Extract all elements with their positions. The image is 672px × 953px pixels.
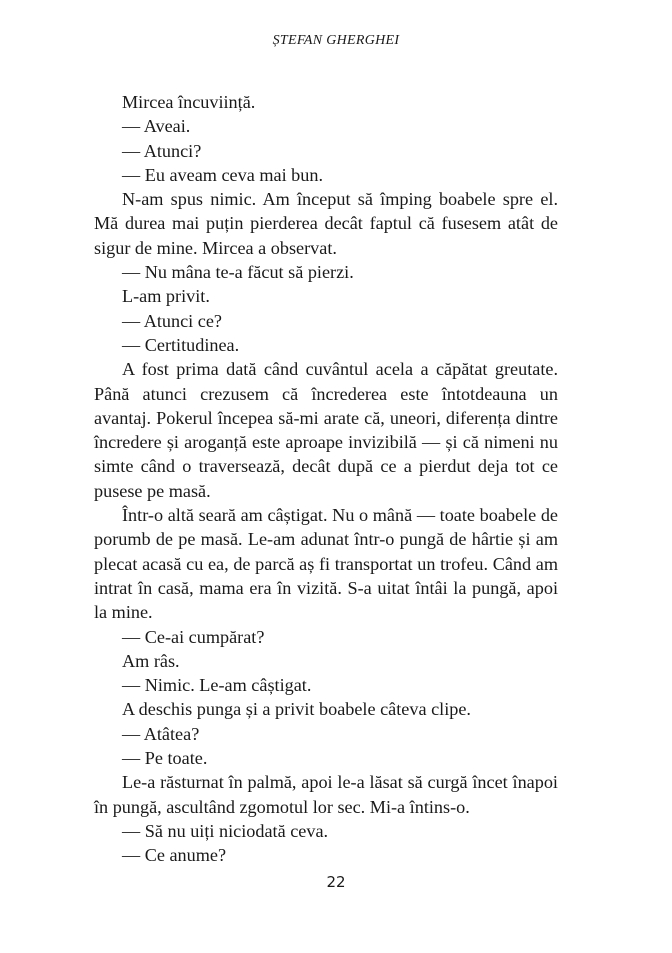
paragraph: Mircea încuviință.	[122, 92, 256, 112]
paragraph: — Eu aveam ceva mai bun.	[122, 164, 323, 185]
paragraph: — Să nu uiți niciodată ceva.	[122, 820, 329, 841]
paragraph: — Atunci ce?	[122, 310, 222, 331]
paragraph: — Pe toate.	[122, 748, 208, 769]
paragraph: — Atunci?	[122, 140, 202, 161]
paragraph: — Ce-ai cumpărat?	[122, 626, 265, 647]
paragraph: — Nimic. Le-am câștigat.	[122, 675, 312, 696]
paragraph: — Aveai.	[122, 116, 191, 137]
page-number: 22	[326, 873, 346, 891]
running-head: ȘTEFAN GHERGHEI	[272, 33, 400, 48]
paragraph: Le-a răsturnat în palmă, apoi le-a lăsat să curgă încet înapoi în pungă, ascultând zgomotul lor sec. Mi-a întins-o.	[94, 772, 558, 817]
paragraph: Într-o altă seară am câștigat. Nu o mână — toate boabele de porumb de pe masă. Le-am adunat într-o pungă de hârtie și am plecat acasă cu ea, de parcă aș fi transportat un trofeu. Când am intrat în casă, mama era în vizită. S-a uitat întâi la pungă, apoi la mine.	[94, 505, 558, 623]
paragraph: N-am spus nimic. Am început să împing boabele spre el. Mă durea mai puțin pierderea decât faptul că fusesem atât de sigur de mine. Mircea a observat.	[94, 189, 558, 258]
paragraph: — Atâtea?	[122, 723, 200, 744]
page-text	[94, 90, 558, 868]
paragraph: A fost prima dată când cuvântul acela a căpătat greutate. Până atunci crezusem că încrederea este întotdeauna un avantaj. Pokerul începea să-mi arate că, uneori, diferența dintre încredere și aroganță este aproape invizibilă — și că nimeni nu simte când o traversează, decât după ce a pierdut deja tot ce pusese pe masă.	[94, 359, 558, 501]
paragraph: — Ce anume?	[122, 845, 227, 866]
paragraph: Am râs.	[122, 650, 180, 671]
paragraph: — Certitudinea.	[122, 334, 240, 355]
paragraph: L-am privit.	[122, 286, 210, 307]
paragraph: — Nu mâna te-a făcut să pierzi.	[122, 262, 354, 283]
paragraph: A deschis punga și a privit boabele câteva clipe.	[122, 699, 471, 720]
